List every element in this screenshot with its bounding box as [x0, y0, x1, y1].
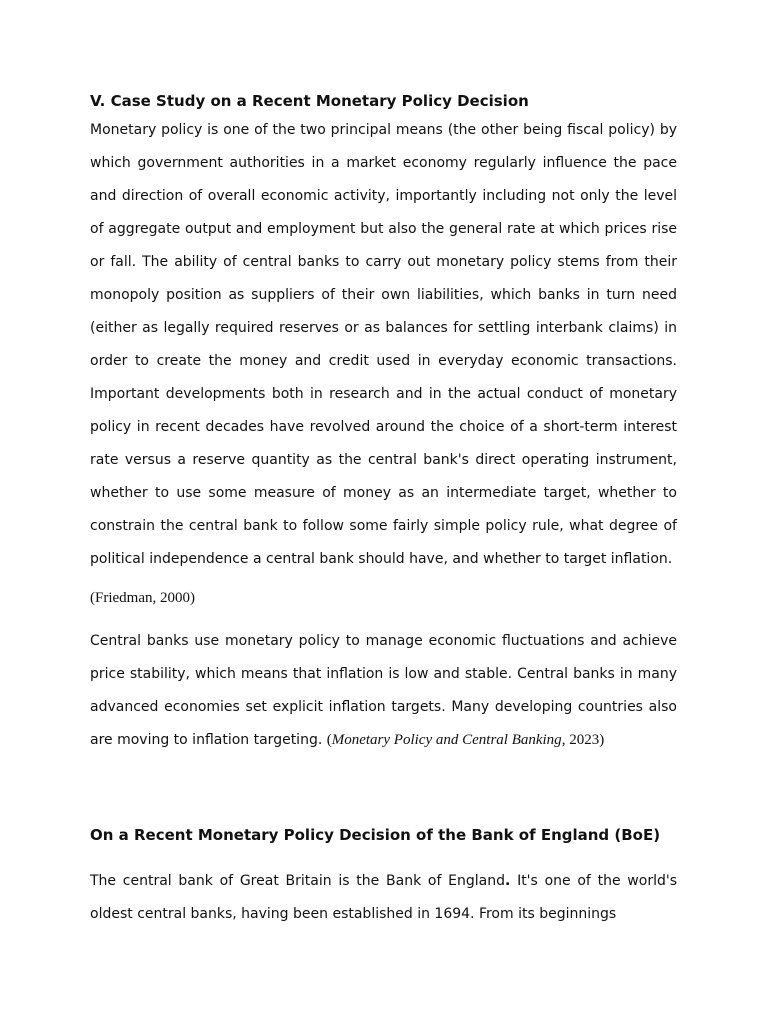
paragraph-boe-period: . — [505, 873, 511, 889]
citation-friedman: (Friedman, 2000) — [90, 590, 195, 606]
citation-title: Monetary Policy and Central Banking — [331, 732, 562, 748]
section-heading: V. Case Study on a Recent Monetary Policy Decision — [90, 92, 529, 110]
citation-year: , 2023) — [561, 732, 605, 748]
paragraph-boe-start: The central bank of Great Britain is the Bank of England — [90, 873, 505, 889]
paragraph-central-banks-text: Central banks use monetary policy to manage economic fluctuations and achieve price stability, which means that inflation is low and stable. Central banks in many advanced economies set explicit inflation targets. Many developing countries also are moving to inflation targeting. — [90, 633, 677, 748]
citation-open-paren: ( — [326, 732, 332, 748]
subsection-heading: On a Recent Monetary Policy Decision of the Bank of England (BoE) — [90, 826, 661, 844]
paragraph-monetary-policy: Monetary policy is one of the two principal means (the other being fiscal policy) by which government authorities in a market economy regularly influence the pace and direction of overall economic activity, importantly including not only the level of aggregate output and employment but also the general rate at which prices rise or fall. The ability of central banks to carry out monetary policy stems from their monopoly position as suppliers of their own liabilities, which banks in turn need (either as legally required reserves or as balances for settling interbank claims) in order to create the money and credit used in everyday economic transactions. Important developments both in research and in the actual conduct of monetary policy in recent decades have revolved around the choice of a short-term interest rate versus a reserve quantity as the central bank's direct operating instrument, whether to use some measure of money as an intermediate target, whether to constrain the central bank to follow some fairly simple policy rule, what degree of political independence a central bank should have, and whether to target inflation. — [90, 122, 677, 567]
paragraph-boe-rest: It's one of the world's oldest central banks, having been established in 1694. From its beginnings — [90, 873, 677, 922]
paragraph-bank-of-england — [90, 865, 677, 931]
paragraph-central-banks — [90, 625, 677, 757]
